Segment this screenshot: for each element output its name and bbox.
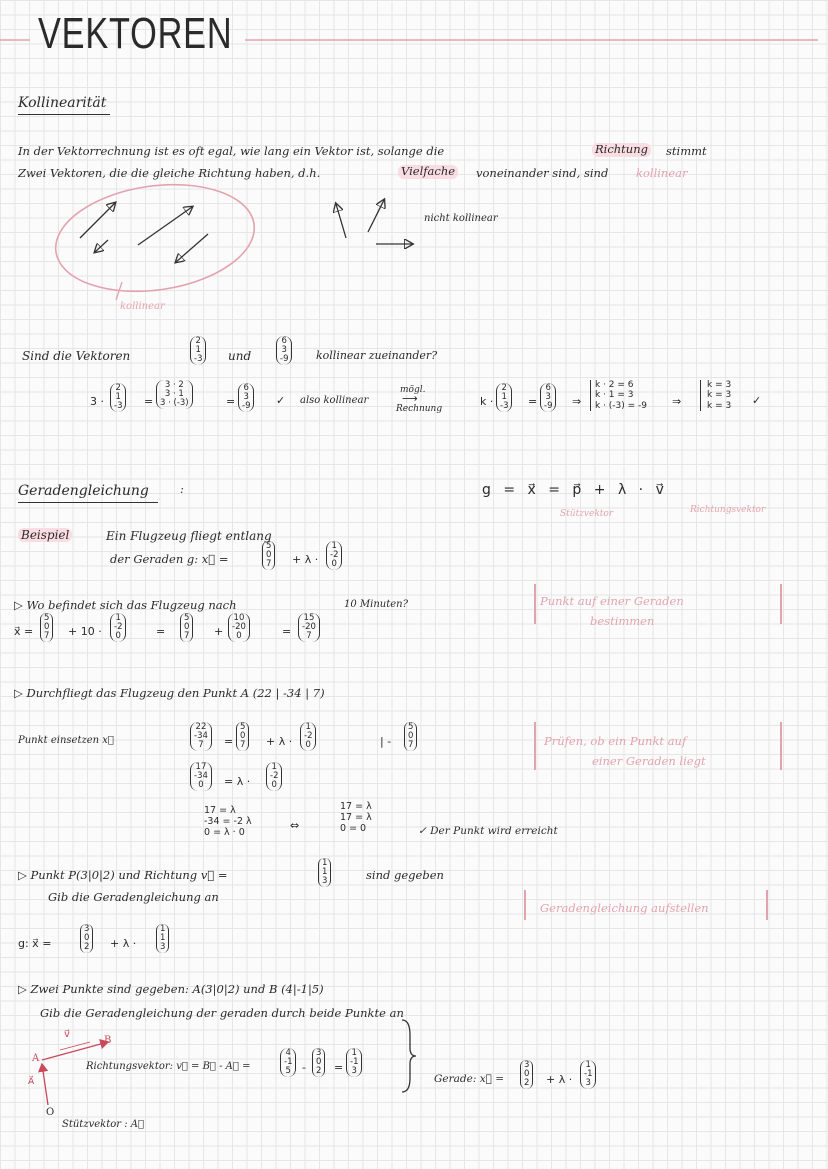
page-title: VEKTOREN xyxy=(38,9,233,58)
calc-v2: 6 3 -9 xyxy=(238,383,254,412)
calc-v1: 2 1 -3 xyxy=(110,383,126,412)
q2-p: 5 0 7 xyxy=(236,722,249,751)
vector-v2: 6 3 -9 xyxy=(276,336,292,365)
q1-result: 15 -20 7 xyxy=(298,613,320,642)
gerade-v: 1 -1 3 xyxy=(580,1060,596,1089)
q4-eq: = xyxy=(334,1061,344,1074)
intro-stimmt: stimmt xyxy=(666,144,707,158)
q3-p: 3 0 2 xyxy=(80,924,93,953)
intro-kollinear: kollinear xyxy=(636,166,688,180)
intro-line-2a: Zwei Vektoren, die die gleiche Richtung haben, d.h. xyxy=(18,166,321,180)
alt-implies-1: ⇒ xyxy=(572,395,582,408)
q1-eq2: = xyxy=(282,625,292,638)
q2-equiv: ⇔ xyxy=(290,819,300,832)
rechnung-label: Rechnung xyxy=(396,404,443,414)
q2-erreicht: ✓ Der Punkt wird erreicht xyxy=(418,825,558,837)
q4-rv: 1 -1 3 xyxy=(346,1048,362,1077)
beispiel-label: Beispiel xyxy=(18,528,72,542)
fig-label-a: A⃗ xyxy=(28,1077,35,1087)
richtungsvektor-calc: Richtungsvektor: v⃗ = B⃗ - A⃗ = xyxy=(86,1061,251,1072)
q4-B: 4 -1 5 xyxy=(280,1048,296,1077)
q2-eq: = xyxy=(224,735,234,748)
arrow-3 xyxy=(138,207,192,245)
beispiel-line-2: der Geraden g: x⃗ = xyxy=(110,552,229,566)
calc-factor: 3 · xyxy=(90,395,104,408)
gerade-lambda: + λ · xyxy=(546,1073,573,1086)
q2-system-1: 17 = λ -34 = -2 λ 0 = λ · 0 xyxy=(204,805,252,838)
q2-A: 22 -34 7 xyxy=(190,722,212,751)
q1-calc-x: x⃗ = xyxy=(14,625,34,638)
q1-p: 5 0 7 xyxy=(40,613,53,642)
beispiel-v: 1 -2 0 xyxy=(326,541,342,570)
brace xyxy=(402,1020,416,1092)
q2-v: 1 -2 0 xyxy=(300,722,316,751)
geraden-formula: g = x⃗ = p⃗ + λ · v⃗ xyxy=(482,482,664,498)
alt-factor: k · xyxy=(480,395,494,408)
q1-eq1: = xyxy=(156,625,166,638)
question-text-b: kollinear zueinander? xyxy=(316,349,438,362)
calc-mid: 3 · 2 3 · 1 3 · (-3) xyxy=(156,380,193,409)
q2-diff-eq: = λ · xyxy=(224,775,251,788)
fig-label-A: A xyxy=(32,1053,40,1064)
moegl-arrow: ⟶ xyxy=(402,392,418,405)
q3-g: g: x⃗ = xyxy=(18,937,52,950)
fig-line-AB xyxy=(42,1042,108,1060)
label-nicht-kollinear: nicht kollinear xyxy=(424,213,498,224)
also-kollinear: also kollinear xyxy=(300,395,369,406)
question-und: und xyxy=(228,349,252,363)
side-note-2a: Prüfen, ob ein Punkt auf xyxy=(544,734,687,748)
q1-p2: 5 0 7 xyxy=(180,613,193,642)
heading-underline xyxy=(18,114,110,115)
q2-diff: 17 -34 0 xyxy=(190,762,212,791)
q1-ten: + 10 · xyxy=(68,625,102,638)
q3-v2: 1 1 3 xyxy=(156,924,169,953)
side-note-1b: bestimmen xyxy=(590,614,655,628)
question-text-a: Sind die Vektoren xyxy=(22,349,131,363)
q3-text: ▷ Punkt P(3|0|2) und Richtung v⃗ = xyxy=(18,868,228,882)
q2-system-2: 17 = λ 17 = λ 0 = 0 xyxy=(340,801,372,834)
alt-eq: = xyxy=(528,395,538,408)
q2-diff-v: 1 -2 0 xyxy=(266,762,282,791)
arrow-4 xyxy=(176,234,208,262)
q1-text-b: 10 Minuten? xyxy=(344,599,408,610)
alt-result: k = 3 k = 3 k = 3 xyxy=(700,380,731,411)
fig-line-OA xyxy=(42,1064,48,1105)
vector-v1: 2 1 -3 xyxy=(190,336,206,365)
intro-richtung-highlight: Richtung xyxy=(592,143,651,157)
arrow-5 xyxy=(336,204,346,238)
punkt-einsetzen: Punkt einsetzen x⃗ xyxy=(18,735,114,746)
fig-label-v: v⃗ xyxy=(64,1029,70,1040)
fig-label-O: O xyxy=(46,1107,55,1118)
moegl-label: mögl. xyxy=(400,385,426,395)
q3-lambda: + λ · xyxy=(110,937,137,950)
q2-plus-lambda: + λ · xyxy=(266,735,293,748)
geraden-underline xyxy=(18,502,158,503)
richtungsvektor-label: Richtungsvektor xyxy=(690,505,766,515)
alt-v1: 2 1 -3 xyxy=(496,383,512,412)
q3-text-c: Gib die Geradengleichung an xyxy=(48,890,219,904)
q3-v: 1 1 3 xyxy=(318,858,331,887)
q2-minus-p: | - xyxy=(380,735,392,748)
q4-minus: - xyxy=(302,1061,306,1074)
q4-text: ▷ Zwei Punkte sind gegeben: A(3|0|2) und B (4|-1|5) xyxy=(18,982,324,996)
geraden-colon: : xyxy=(180,482,184,496)
alt-v2: 6 3 -9 xyxy=(540,383,556,412)
side-note-1a: Punkt auf einer Geraden xyxy=(540,594,684,608)
q1-v: 1 -2 0 xyxy=(110,613,126,642)
intro-line-1: In der Vektorrechnung ist es oft egal, wie lang ein Vektor ist, solange die xyxy=(18,144,445,158)
beispiel-plus-lambda: + λ · xyxy=(292,553,319,566)
fig-label-B: B xyxy=(104,1035,112,1046)
section-heading-kollinearitaet: Kollinearität xyxy=(18,95,107,111)
beispiel-p: 5 0 7 xyxy=(262,541,275,570)
q1-tenv: 10 -20 0 xyxy=(228,613,250,642)
q2-text: ▷ Durchfliegt das Flugzeug den Punkt A (22 | -34 | 7) xyxy=(14,686,325,700)
arrow-2 xyxy=(95,240,108,252)
calc-eq-2: = xyxy=(226,395,236,408)
stuetzvektor-label: Stützvektor xyxy=(560,509,614,519)
calc-check: ✓ xyxy=(276,394,286,407)
q1-text: ▷ Wo befindet sich das Flugzeug nach xyxy=(14,598,237,612)
alt-implies-2: ⇒ xyxy=(672,395,682,408)
side-note-3: Geradengleichung aufstellen xyxy=(540,901,709,915)
alt-check: ✓ xyxy=(752,394,762,407)
stuetzvektor-calc: Stützvektor : A⃗ xyxy=(62,1119,144,1130)
q3-text-b: sind gegeben xyxy=(366,868,444,882)
alt-system: k · 2 = 6 k · 1 = 3 k · (-3) = -9 xyxy=(590,380,647,411)
q1-plus: + xyxy=(214,625,224,638)
beispiel-line-1: Ein Flugzeug fliegt entlang xyxy=(106,529,272,543)
label-kollinear: kollinear xyxy=(120,301,165,312)
gerade-p: 3 0 2 xyxy=(520,1060,533,1089)
calc-eq-1: = xyxy=(144,395,154,408)
gerade-label: Gerade: x⃗ = xyxy=(434,1073,505,1085)
section-heading-geraden: Geradengleichung xyxy=(18,483,149,499)
q4-text-b: Gib die Geradengleichung der geraden durch beide Punkte an xyxy=(40,1006,404,1020)
arrow-6 xyxy=(368,200,384,232)
q4-A: 3 0 2 xyxy=(312,1048,325,1077)
side-note-2b: einer Geraden liegt xyxy=(592,754,706,768)
q2-minus-p-vec: 5 0 7 xyxy=(404,722,417,751)
intro-vielfache-highlight: Vielfache xyxy=(398,165,458,179)
intro-line-2b: voneinander sind, sind xyxy=(476,166,609,180)
